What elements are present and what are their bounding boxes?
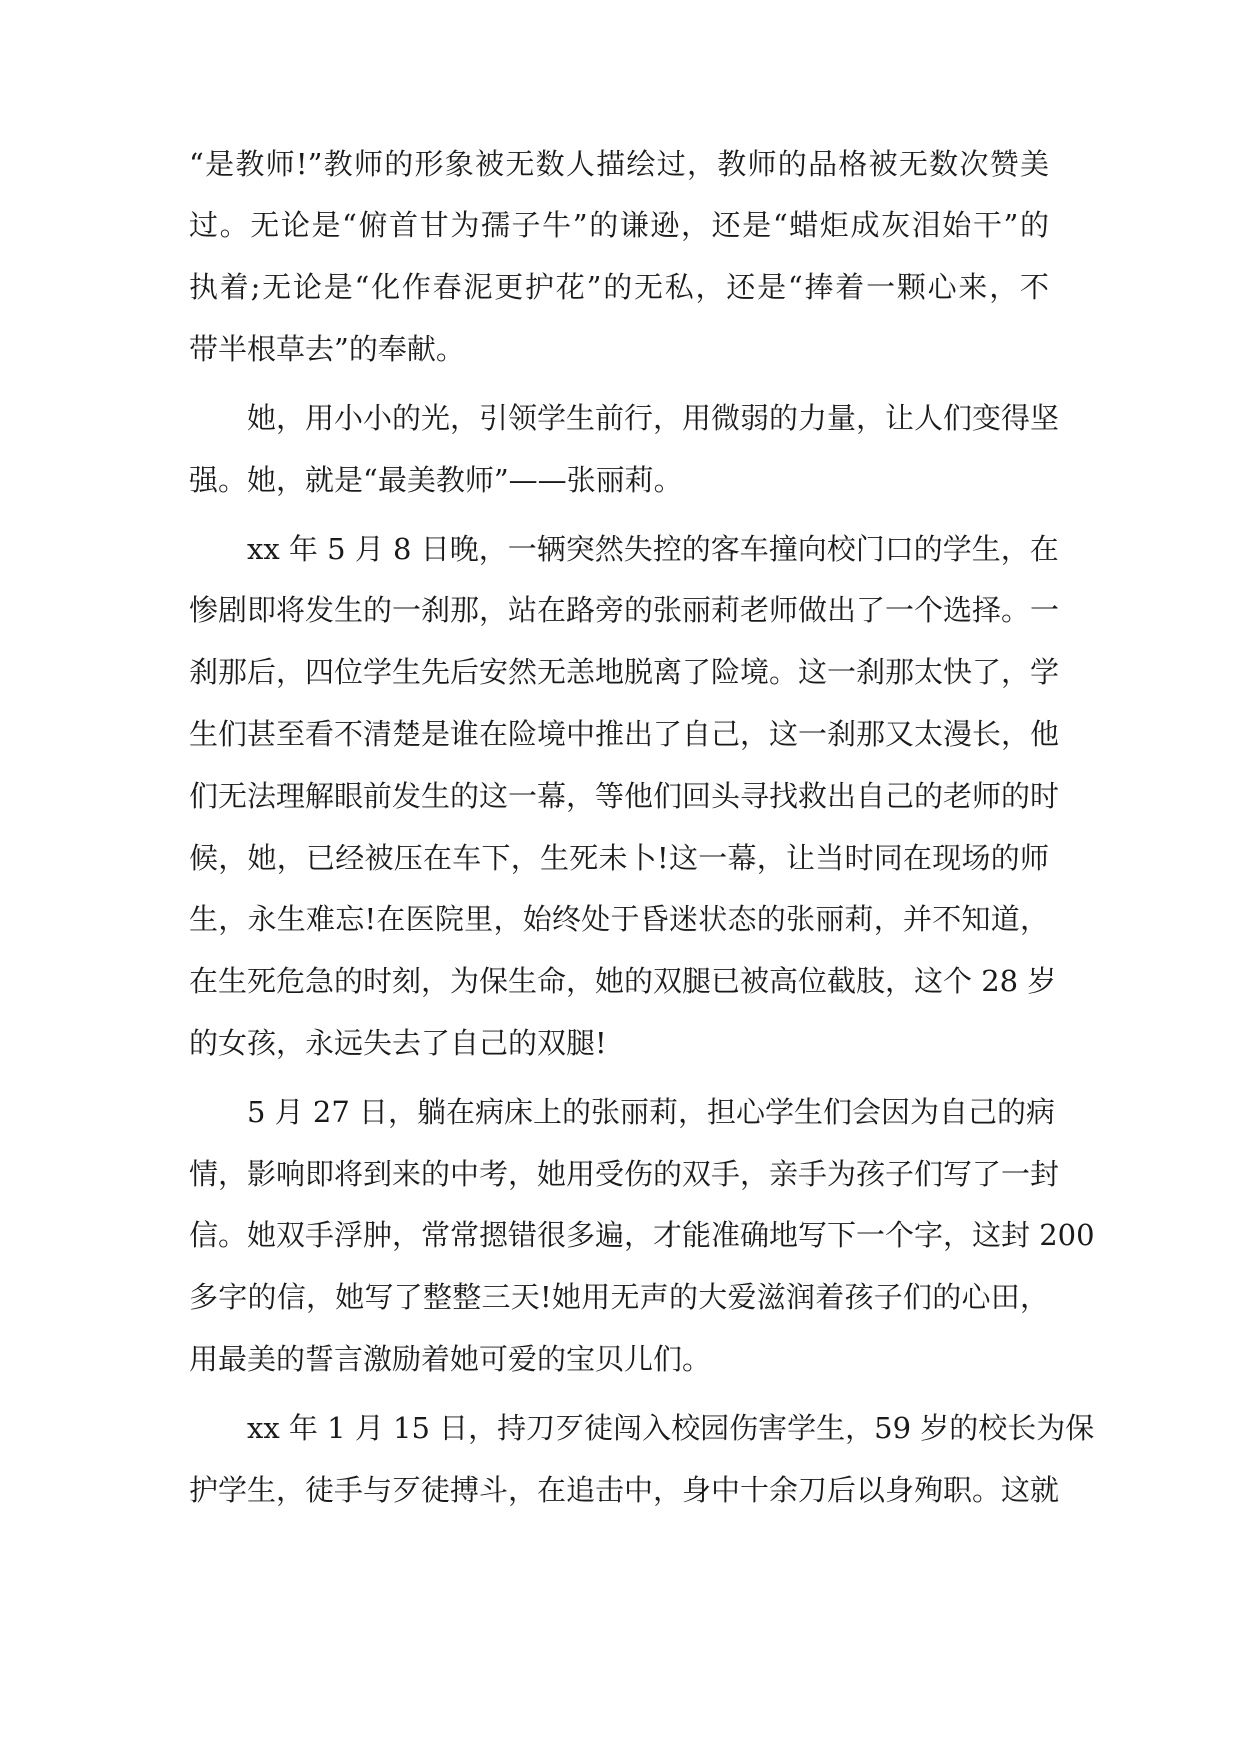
paragraph-3-line-4: 生们甚至看不清楚是谁在险境中推出了自己，这一刹那又太漫长，他	[189, 717, 1060, 751]
paragraph-2-line-1: 她，用小小的光，引领学生前行，用微弱的力量，让人们变得坚	[247, 401, 1060, 435]
paragraph-4-line-2: 情，影响即将到来的中考，她用受伤的双手，亲手为孩子们写了一封	[189, 1157, 1060, 1191]
paragraph-4-line-5: 用最美的誓言激励着她可爱的宝贝儿们。	[189, 1342, 712, 1376]
paragraph-1-line-3: 执着;无论是“化作春泥更护花”的无私，还是“捧着一颗心来，不	[189, 270, 1049, 304]
paragraph-3-line-9: 的女孩，永远失去了自己的双腿!	[189, 1026, 607, 1060]
paragraph-4-line-4: 多字的信，她写了整整三天!她用无声的大爱滋润着孩子们的心田，	[189, 1280, 1049, 1314]
paragraph-1-line-1: “是教师!”教师的形象被无数人描绘过，教师的品格被无数次赞美	[189, 147, 1049, 181]
paragraph-3-line-6: 候，她，已经被压在车下，生死未卜!这一幕，让当时同在现场的师	[189, 841, 1049, 875]
paragraph-4-line-1: 5 月 27 日，躺在病床上的张丽莉，担心学生们会因为自己的病	[247, 1095, 1056, 1129]
paragraph-3-line-1: xx 年 5 月 8 日晚，一辆突然失控的客车撞向校门口的学生，在	[247, 532, 1059, 566]
paragraph-3-line-7: 生，永生难忘!在医院里，始终处于昏迷状态的张丽莉，并不知道，	[189, 902, 1049, 936]
paragraph-3-line-3: 刹那后，四位学生先后安然无恙地脱离了险境。这一刹那太快了，学	[189, 655, 1060, 689]
paragraph-3-line-2: 惨剧即将发生的一刹那，站在路旁的张丽莉老师做出了一个选择。一	[189, 593, 1060, 627]
paragraph-3-line-5: 们无法理解眼前发生的这一幕，等他们回头寻找救出自己的老师的时	[189, 779, 1060, 813]
paragraph-1-line-4: 带半根草去”的奉献。	[189, 332, 465, 366]
paragraph-3-line-8: 在生死危急的时刻，为保生命，她的双腿已被高位截肢，这个 28 岁	[189, 964, 1057, 998]
paragraph-5-line-1: xx 年 1 月 15 日，持刀歹徒闯入校园伤害学生，59 岁的校长为保	[247, 1411, 1095, 1445]
paragraph-5-line-2: 护学生，徒手与歹徒搏斗，在追击中，身中十余刀后以身殉职。这就	[189, 1473, 1060, 1507]
paragraph-1-line-2: 过。无论是“俯首甘为孺子牛”的谦逊，还是“蜡炬成灰泪始干”的	[189, 208, 1049, 242]
paragraph-4-line-3: 信。她双手浮肿，常常摁错很多遍，才能准确地写下一个字，这封 200	[189, 1218, 1095, 1252]
paragraph-2-line-2: 强。她，就是“最美教师”——张丽莉。	[189, 463, 683, 497]
